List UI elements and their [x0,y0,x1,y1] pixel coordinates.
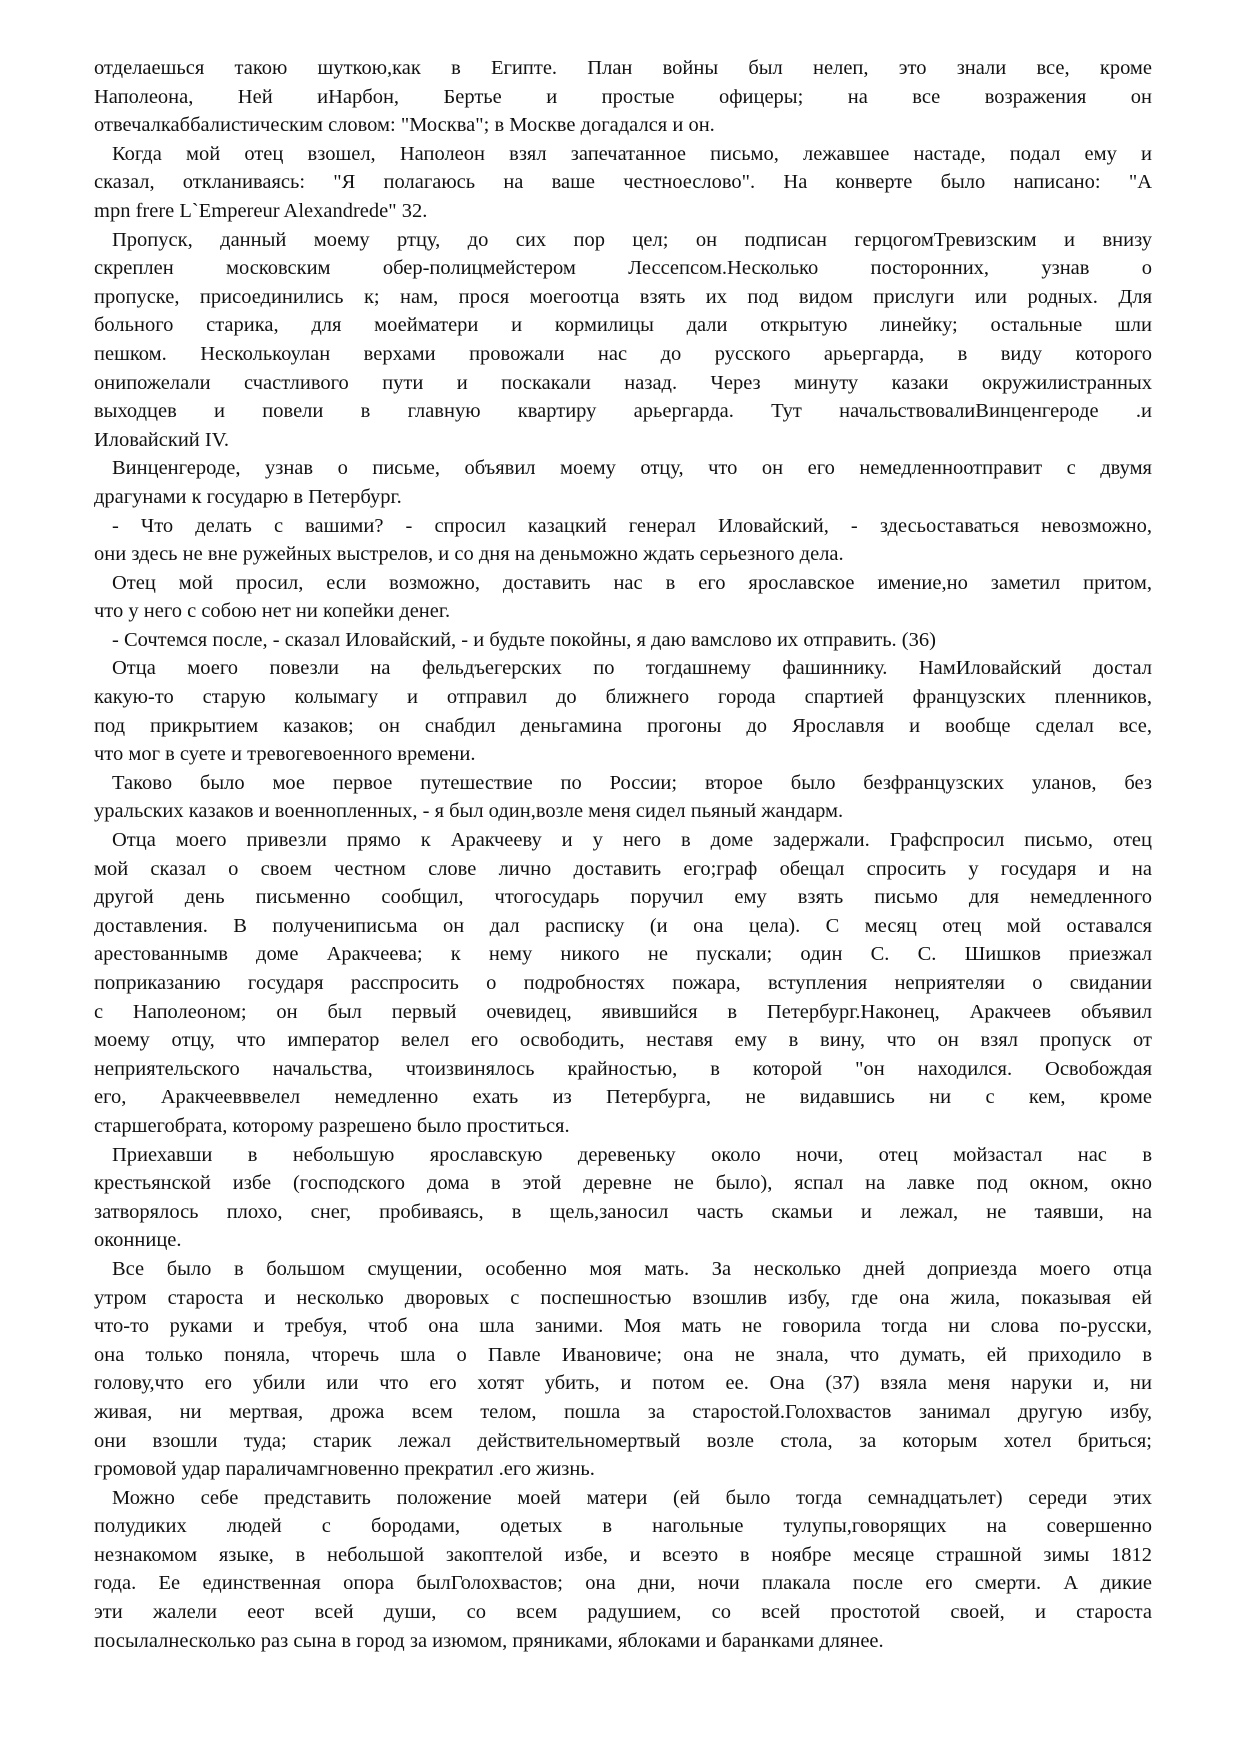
text-line: Наполеона, Ней иНарбон, Бертье и простые офицеры; на все возражения он [94,85,1152,108]
text-line: утром староста и несколько дворовых с поспешностью взошлив избу, где она жила, показывая ей [94,1286,1152,1309]
paragraph-p02 [94,140,1152,226]
text-line: Можно себе представить положение моей матери (ей было тогда семнадцатьлет) середи этих [112,1486,1152,1509]
text-line: года. Ее единственная опора былГолохвастов; она дни, ночи плакала после его смерти. А дикие [94,1572,1152,1595]
text-line: что-то руками и требуя, чтоб она шла заними. Моя мать не говорила тогда ни слова по-русски, [94,1315,1152,1338]
text-line: она только поняла, чторечь шла о Павле Ивановиче; она не знала, что думать, ей приходило в [94,1343,1152,1366]
text-line: незнакомом языке, в небольшой закоптелой избе, и всеэто в ноябре месяце страшной зимы 1812 [94,1543,1152,1566]
text-line: Когда мой отец взошел, Наполеон взял запечатанное письмо, лежавшее настаде, подал ему и [112,142,1152,165]
text-line: сказал, откланиваясь: "Я полагаюсь на ваше честноеслово". На конверте было написано: "A [94,171,1152,194]
text-line: мой сказал о своем честном слове лично доставить его;граф обещал спросить у государя и на [94,857,1152,880]
text-line: Таково было мое первое путешествие по России; второе было безфранцузских уланов, без [112,771,1152,794]
text-line: Все было в большом смущении, особенно моя мать. За несколько дней доприезда моего отца [112,1257,1152,1280]
text-line: пропуске, присоединились к; нам, прося моегоотца взять их под видом прислуги или родных. Для [94,285,1152,308]
text-line: отвечалкаббалистическим словом: "Москва"; в Москве догадался и он. [94,114,715,137]
text-line: живая, ни мертвая, дрожа всем телом, пошла за старостой.Голохвастов занимал другую избу, [94,1400,1152,1423]
text-line: эти жалели еeот всей души, со всем радушием, со всей простотой своей, и староста [94,1601,1152,1624]
paragraph-p06 [94,569,1152,626]
paragraph-p04 [94,454,1152,511]
paragraph-p12 [94,1255,1152,1484]
text-line: - Сочтемся после, - сказал Иловайский, - и будьте покойны, я даю вамслово их отправить. (36) [112,628,936,651]
text-line: Иловайский IV. [94,428,230,451]
text-line: они взошли туда; старик лежал действительномертвый возле стола, за которым хотел бриться; [94,1429,1152,1452]
text-line: громовой удар параличамгновенно прекратил .его жизнь. [94,1458,595,1481]
text-line: выходцев и повели в главную квартиру арьергарда. Тут начальствовалиВинценгероде .и [94,400,1152,423]
text-line: другой день письменно сообщил, чтогосударь поручил ему взять письмо для немедленного [94,886,1152,909]
text-line: голову,что его убили или что его хотят убить, и потом ее. Она (37) взяла меня наруки и, ни [94,1372,1152,1395]
text-line: скреплен московским обер-полицмейстером Лессепсом.Несколько посторонних, узнав о [94,257,1152,280]
paragraph-p13 [94,1484,1152,1656]
text-line: неприятельского начальства, чтоизвинялось крайностью, в которой "он находился. Освобождая [94,1057,1152,1080]
text-line: моему отцу, что император велел его освободить, неставя ему в вину, что он взял пропуск от [94,1029,1152,1052]
text-line: затворялось плохо, снег, пробиваясь, в щель,заносил часть скамьи и лежал, не таявши, на [94,1200,1152,1223]
text-line: больного старика, для моейматери и кормилицы дали открытую линейку; остальные шли [94,314,1152,337]
text-line: оконнице. [94,1229,182,1252]
text-line: пешком. Несколькоулан верхами провожали нас до русского арьергарда, в виду которого [94,342,1152,365]
text-line: посылалнесколько раз сына в город за изюмом, пряниками, яблоками и баранками длянее. [94,1629,884,1652]
text-line: поприказанию государя расспросить о подробностях пожара, вступления неприятеляи о свидании [94,972,1152,994]
text-line: арестованнымв доме Аракчеева; к нему никого не пускали; один С. С. Шишков приезжал [94,943,1152,966]
text-line: старшегобрата, которому разрешено было проститься. [94,1114,570,1137]
paragraph-p09 [94,769,1152,826]
text-line: с Наполеоном; он был первый очевидец, явившийся в Петербург.Наконец, Аракчеев объявил [94,1000,1152,1023]
text-line: его, Аракчеевввелел немедленно ехать из Петербурга, не видавшись ни с кем, кроме [94,1086,1152,1109]
text-line: отделаешься такою шуткою,как в Египте. План войны был нелеп, это знали все, кроме [94,57,1152,79]
text-line: что у него с собою нет ни копейки денег. [94,600,451,623]
text-line: Отца моего привезли прямо к Аракчееву и у него в доме задержали. Графспросил письмо, отец [112,829,1152,852]
paragraph-p08 [94,654,1152,768]
text-line: какую-то старую колымагу и отправил до ближнего города спартией французских пленников, [94,686,1152,709]
paragraph-p11 [94,1141,1152,1255]
text-line: Винценгероде, узнав о письме, объявил моему отцу, что он его немедленноотправит с двумя [112,457,1152,480]
text-line: Пропуск, данный моему ртцу, до сих пор цел; он подписан герцогомТревизским и внизу [112,228,1152,251]
text-line: полудиких людей с бородами, одетых в нагольные тулупы,говорящих на совершенно [94,1515,1152,1538]
paragraph-p01 [94,54,1152,140]
text-line: что мог в суете и тревогевоенного времени. [94,743,476,766]
text-line: - Что делать с вашими? - спросил казацкий генерал Иловайский, - здесьоставаться невозможно, [112,514,1152,537]
text-line: mpn frere L`Empereur Alexandrede" 32. [94,199,428,222]
text-line: Отец мой просил, если возможно, доставить нас в его ярославское имение,но заметил притом, [112,571,1152,594]
paragraph-p10 [94,826,1152,1141]
paragraph-p05 [94,512,1152,569]
text-line: крестьянской избе (господского дома в этой деревне не было), яспал на лавке под окном, окно [94,1172,1152,1195]
text-line: Отца моего повезли на фельдъегерских по тогдашнему фашиннику. НамИловайский достал [112,657,1152,680]
document-page [94,54,1152,1655]
text-line: доставления. В получениписьма он дал расписку (и она цела). С месяц отец мой оставался [94,914,1152,937]
text-line: Приехавши в небольшую ярославскую деревеньку около ночи, отец мойзастал нас в [112,1143,1152,1166]
text-line: онипожелали счастливого пути и поскакали назад. Через минуту казаки окружилистранных [94,371,1152,394]
text-line: драгунами к государю в Петербург. [94,485,402,508]
paragraph-p07 [94,626,1152,655]
paragraph-p03 [94,226,1152,455]
text-line: уральских казаков и военнопленных, - я был один,возле меня сидел пьяный жандарм. [94,800,844,823]
text-line: они здесь не вне ружейных выстрелов, и со дня на деньможно ждать серьезного дела. [94,543,844,566]
text-line: под прикрытием казаков; он снабдил деньгамина прогоны до Ярославля и вообще сделал все, [94,714,1152,737]
